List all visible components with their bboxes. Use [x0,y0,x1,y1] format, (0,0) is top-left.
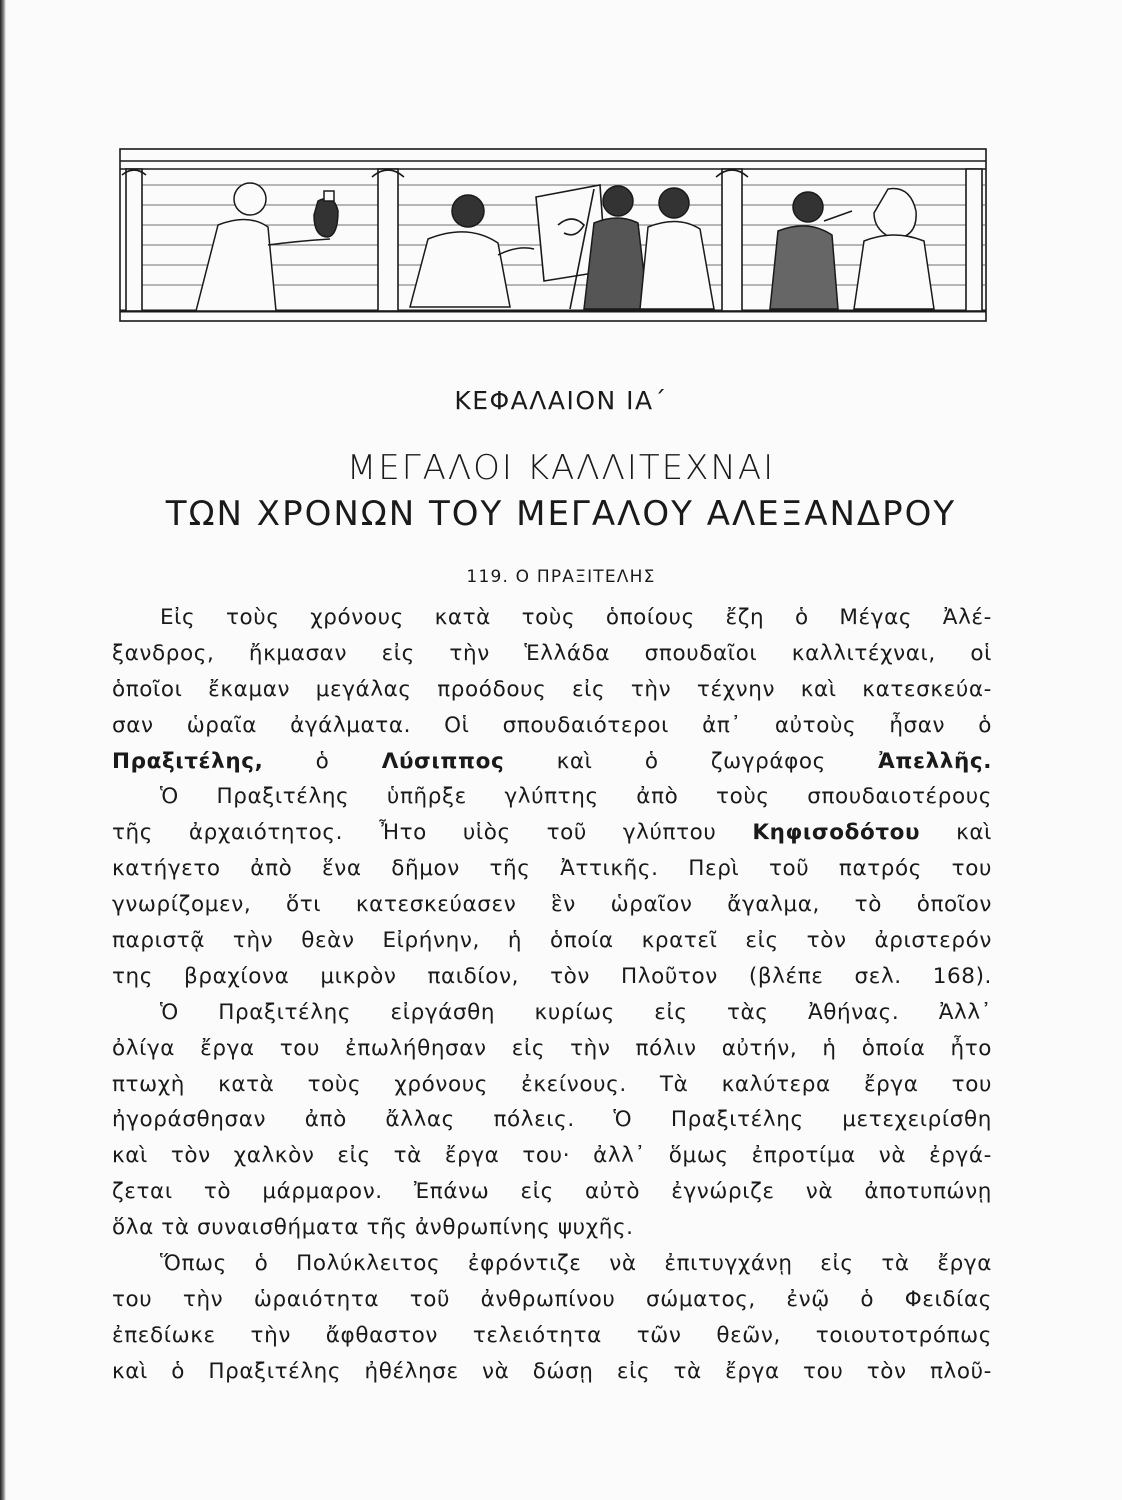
text-line: ὀλίγα ἔργα του ἐπωλήθησαν εἰς τὴν πόλιν αὐτήν, ἡ ὁποία ἦτο [112,1035,992,1061]
section-heading: 119. Ο ΠΡΑΞΙΤΕΛΗΣ [466,567,656,587]
text-line: ἠγοράσθησαν ἀπὸ ἄλλας πόλεις. Ὁ Πραξιτέλης μετεχειρίσθη [112,1107,992,1133]
text-line: Εἰς τοὺς χρόνους κατὰ τοὺς ὁποίους ἔζη ὁ Μέγας Ἀλέ- [160,605,992,630]
text-line: γνωρίζομεν, ὅτι κατεσκεύασεν ἓν ὡραῖον ἄγαλμα, τὸ ὁποῖον [112,892,992,918]
text-line: πτωχὴ κατὰ τοὺς χρόνους ἐκείνους. Τὰ καλύτερα ἔργα του [112,1071,992,1097]
chapter-title-line-1: ΜΕΓΑΛΟΙ ΚΑΛΛΙΤΕΧΝΑΙ [346,448,776,488]
column-left [122,169,146,311]
text-line: ἐπεδίωκε τὴν ἄφθαστον τελειότητα τῶν θεῶν, τοιουτοτρόπως [112,1322,992,1348]
text-fragment: καὶ [920,820,992,846]
text-line: Ὁ Πραξιτέλης ὑπῆρξε γλύπτης ἀπὸ τοὺς σπουδαιοτέρους [160,784,992,810]
text-line: του τὴν ὡραιότητα τοῦ ἀνθρωπίνου σώματος, ἐνῷ ὁ Φειδίας [112,1286,992,1312]
name-apelles: Ἀπελλῆς. [878,748,992,774]
text-line: ὁποῖοι ἔκαμαν μεγάλας προόδους εἰς τὴν τέχνην καὶ κατεσκεύα- [112,676,992,702]
text-line: ζεται τὸ μάρμαρον. Ἐπάνω εἰς αὐτὸ ἐγνώριζε νὰ ἀποτυπώνῃ [112,1179,992,1205]
text-fragment: ὁ [263,748,382,774]
text-line: ξανδρος, ἤκμασαν εἰς τὴν Ἑλλάδα σπουδαῖοι καλλιτέχναι, οἱ [112,640,992,666]
page-edge-shadow [0,0,6,1500]
frieze-illustration [118,145,990,325]
text-line: της βραχίονα μικρὸν παιδίον, τὸν Πλοῦτον (βλέπε σελ. 168). [112,963,992,989]
text-line: σαν ὡραῖα ἀγάλματα. Οἱ σπουδαιότεροι ἀπ᾽ αὐτοὺς ἦσαν ὁ [112,712,992,738]
text-fragment: τῆς ἀρχαιότητος. Ἦτο υἱὸς τοῦ γλύπτου [112,820,753,846]
text-line: Ὁ Πραξιτέλης εἰργάσθη κυρίως εἰς τὰς Ἀθήνας. Ἀλλ᾽ [160,999,992,1025]
chapter-label: ΚΕΦΑΛΑΙΟΝ ΙΑ΄ [454,386,668,415]
text-line: καὶ τὸν χαλκὸν εἰς τὰ ἔργα του· ἀλλ᾽ ὅμως ἐπροτίμα νὰ ἐργά- [112,1143,992,1169]
text-line: Ὅπως ὁ Πολύκλειτος ἐφρόντιζε νὰ ἐπιτυγχάνῃ εἰς τὰ ἔργα [160,1251,992,1277]
text-fragment: καὶ ὁ ζωγράφος [504,748,879,774]
text-line [112,815,992,851]
text-line: καὶ ὁ Πραξιτέλης ἠθέλησε νὰ δώσῃ εἰς τὰ ἔργα του τὸν πλοῦ- [112,1358,992,1384]
name-lysippos: Λύσιππος [381,748,505,774]
chapter-title-line-2: ΤΩΝ ΧΡΟΝΩΝ ΤΟΥ ΜΕΓΑΛΟΥ ΑΛΕΞΑΝΔΡΟΥ [165,494,957,534]
name-praxiteles: Πραξιτέλης, [112,748,264,774]
text-line: παριστᾷ τὴν θεὰν Εἰρήνην, ἡ ὁποία κρατεῖ εἰς τὸν ἀριστερόν [112,928,992,954]
text-line: κατήγετο ἀπὸ ἕνα δῆμον τῆς Ἀττικῆς. Περὶ τοῦ πατρός του [112,856,992,882]
name-kephisodotos: Κηφισοδότου [752,820,921,846]
text-line: ὅλα τὰ συναισθήματα τῆς ἀνθρωπίνης ψυχῆς. [112,1215,634,1241]
body-text [112,600,992,1390]
text-line [112,744,992,780]
